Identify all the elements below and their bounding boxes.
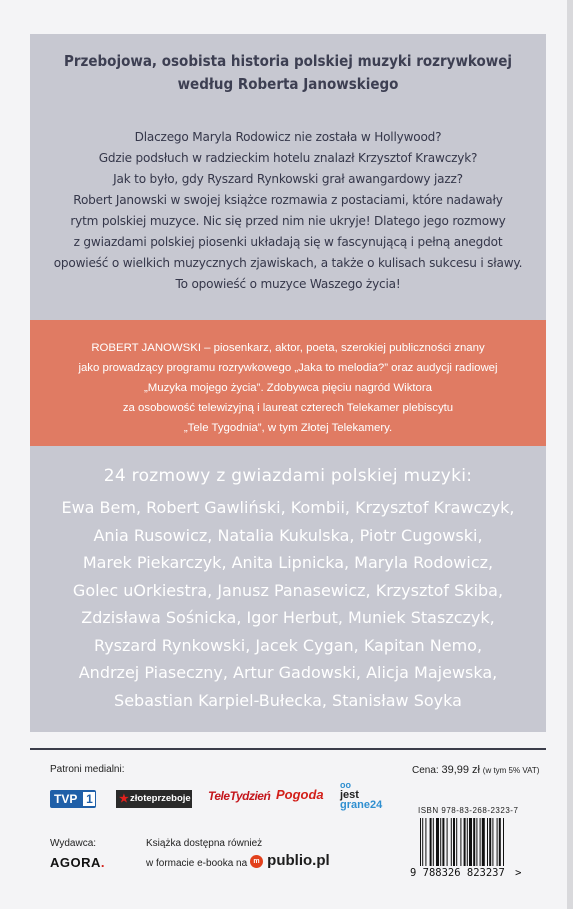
guest-names	[30, 494, 546, 714]
footer-divider	[30, 748, 546, 750]
zlote-przeboje-logo	[116, 790, 192, 808]
tvp-number: 1	[83, 792, 95, 806]
publio-text: publio.pl	[267, 852, 330, 869]
publio-logo	[250, 852, 330, 869]
agora-text: AGORA	[50, 855, 101, 870]
barcode-bar	[433, 818, 434, 866]
barcode-bar	[482, 818, 485, 866]
barcode-bar	[453, 818, 455, 866]
bio-line: „Muzyka mojego życia”. Zdobywca pięciu nagród Wiktora	[143, 382, 433, 394]
jest-grane24-logo	[340, 780, 382, 810]
bio-line: „Tele Tygodnia”, w tym Złotej Telekamery.	[183, 422, 393, 434]
barcode-bar	[425, 818, 426, 866]
intro-line: Gdzie podsłuch w radzieckim hotelu znalazł Krzysztof Krawczyk?	[98, 151, 478, 165]
agora-dot-icon: .	[100, 855, 106, 870]
barcode-digits	[410, 867, 521, 879]
intro-line: z gwiazdami polskiej piosenki układają się w fascynującą i pełną anegdot	[73, 235, 503, 249]
barcode-bar	[487, 818, 488, 866]
barcode-bar	[422, 818, 423, 866]
ebook-line-2: w formacie e-booka na	[146, 858, 248, 869]
guest-names-line: Marek Piekarczyk, Anita Lipnicka, Maryla Rodowicz,	[82, 553, 494, 572]
star-icon: ★	[119, 793, 129, 805]
headline-line: Przebojowa, osobista historia polskiej muzyki rozrywkowej	[63, 52, 513, 70]
barcode-bar	[469, 818, 472, 866]
price-info	[412, 764, 539, 776]
barcode-number: 9 788326 823237	[410, 867, 505, 879]
barcode-bar	[492, 818, 493, 866]
vat-note: (w tym 5% VAT)	[482, 766, 540, 775]
intro-text	[40, 127, 536, 295]
zlote-text: złoteprzeboje	[130, 793, 191, 804]
barcode-bar	[420, 818, 421, 866]
price-value: 39,99 zł	[441, 764, 480, 776]
patrons-label: Patroni medialni:	[50, 764, 125, 775]
headline	[30, 50, 546, 96]
publisher-label: Wydawca:	[50, 838, 97, 849]
intro-line: Jak to było, gdy Ryszard Rynkowski grał awangardowy jazz?	[113, 172, 463, 186]
barcode-image	[418, 818, 540, 866]
agora-logo	[50, 855, 105, 870]
intro-line: Dlaczego Maryla Rodowicz nie została w Hollywood?	[134, 130, 442, 144]
tvp-text: TVP	[54, 792, 78, 806]
barcode-bar	[473, 818, 475, 866]
pogoda-logo: Pogoda	[276, 787, 324, 802]
bio-line: jako prowadzący programu rozrywkowego „Jaka to melodia?” oraz audycji radiowej	[78, 362, 498, 374]
barcode-bar	[499, 818, 501, 866]
intro-line: Robert Janowski w swojej książce rozmawia z postaciami, które nadawały	[73, 193, 503, 207]
barcode-bar	[464, 818, 466, 866]
guest-names-line: Ewa Bem, Robert Gawliński, Kombii, Krzysztof Krawczyk,	[61, 498, 515, 517]
barcode-bar	[442, 818, 444, 866]
publio-icon: m	[250, 855, 263, 868]
tele-tydzien-logo: TeleTydzień	[208, 789, 271, 803]
barcode-bar	[503, 818, 504, 866]
intro-line: opowieść o wielkich muzycznych zjawiskach, a także o kulisach sukcesu i sławy.	[53, 256, 523, 270]
guest-names-line: Zdzisława Sośnicka, Igor Herbut, Muniek Staszczyk,	[81, 608, 495, 627]
barcode-bar	[480, 818, 481, 866]
jest-dots: oo	[340, 780, 351, 790]
barcode-bar	[451, 818, 452, 866]
guest-names-line: Golec uOrkiestra, Janusz Panasewicz, Krzysztof Skiba,	[72, 580, 504, 600]
barcode-bar	[440, 818, 441, 866]
bio-line: ROBERT JANOWSKI – piosenkarz, aktor, poeta, szerokiej publiczności znany	[91, 342, 485, 354]
barcode-bar	[460, 818, 461, 866]
jest-text: jest	[340, 789, 359, 801]
barcode-bar	[467, 818, 468, 866]
intro-line: rytm polskiej muzyce. Nic się przed nim nie ukryje! Dlatego jego rozmowy	[70, 214, 506, 228]
barcode-bar	[436, 818, 439, 866]
guest-list-title: 24 rozmowy z gwiazdami polskiej muzyki:	[103, 466, 473, 486]
grane24-text: grane24	[340, 799, 383, 811]
barcode-bar	[489, 818, 491, 866]
barcode-arrow: >	[515, 867, 522, 879]
guest-names-line: Sebastian Karpiel-Bułecka, Stanisław Soyka	[114, 690, 462, 710]
ebook-line-1: Książka dostępna również	[146, 838, 263, 849]
barcode-bar	[447, 818, 448, 866]
isbn: ISBN 978-83-268-2323-7	[418, 806, 519, 815]
guest-names-line: Andrzej Piaseczny, Artur Gadowski, Alicja Majewska,	[78, 663, 498, 682]
intro-line: To opowieść o muzyce Waszego życia!	[175, 277, 401, 291]
barcode-bar	[430, 818, 432, 866]
author-bio	[40, 338, 536, 438]
barcode-bar	[476, 818, 477, 866]
tvp1-logo	[50, 790, 96, 808]
barcode-bar	[497, 818, 498, 866]
price-label: Cena:	[412, 765, 439, 776]
bio-line: za osobowość telewizyjną i laureat czterech Telekamer plebiscytu	[122, 402, 454, 414]
headline-line: według Roberta Janowskiego	[177, 75, 399, 93]
guest-names-line: Ryszard Rynkowski, Jacek Cygan, Kapitan Nemo,	[93, 635, 483, 655]
guest-names-line: Ania Rusowicz, Natalia Kukulska, Piotr Cugowski,	[93, 525, 483, 545]
barcode-bar	[456, 818, 457, 866]
